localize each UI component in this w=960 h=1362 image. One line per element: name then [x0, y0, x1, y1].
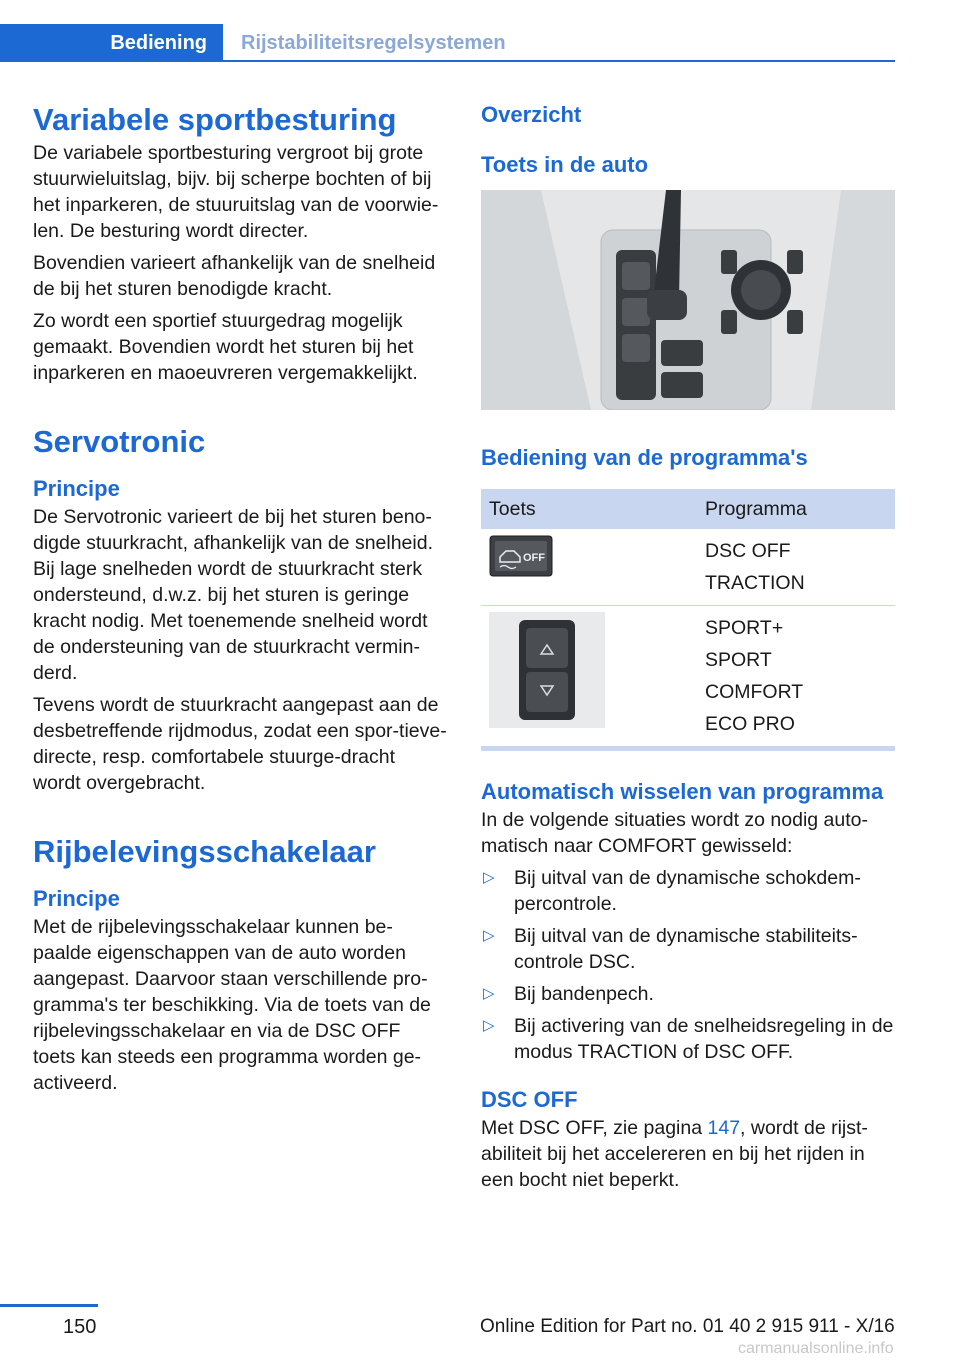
heading-rijbelevingsschakelaar: Rijbelevingsschakelaar [33, 834, 376, 869]
right-column [481, 100, 895, 1199]
paragraph: Zo wordt een sportief stuurgedrag mogelijk gemaakt. Bovendien wordt het sturen bij het inparkeren en maoeuvreren vergemakkelijkt. [33, 310, 418, 384]
paragraph [481, 1115, 895, 1193]
spacer [33, 872, 448, 884]
program-label: SPORT+ [705, 617, 784, 639]
list-item-text: Bij uitval van de dynamische schokdem-percontrole. [514, 867, 861, 915]
list-item [481, 865, 895, 917]
spacer [481, 1071, 895, 1085]
spacer [481, 751, 895, 777]
list-item-text: Bij uitval van de dynamische stabiliteits-controle DSC. [514, 925, 858, 973]
dsc-off-key-label: OFF [523, 552, 545, 564]
center-console-photo [481, 190, 895, 410]
bullet-list [481, 865, 895, 1065]
heading-principe: Principe [33, 476, 120, 501]
heading-variabele-sportbesturing: Variabele sportbesturing [33, 102, 397, 137]
list-item [481, 981, 895, 1007]
page-link[interactable]: 147 [707, 1117, 741, 1139]
edition-info: Online Edition for Part no. 01 40 2 915 911 - X/16 [480, 1316, 895, 1337]
page-header [0, 24, 895, 62]
table-row [481, 606, 895, 747]
driving-dynamics-switch-icon [489, 612, 605, 728]
paragraph-text: Met DSC OFF, zie pagina [481, 1117, 708, 1139]
triangle-bullet-icon: ▷ [483, 1017, 495, 1034]
program-table [481, 489, 895, 747]
heading-toets-in-de-auto: Toets in de auto [481, 152, 649, 177]
heading-dsc-off: DSC OFF [481, 1087, 578, 1112]
watermark: carmanualsonline.info [738, 1340, 894, 1357]
table-row [481, 529, 895, 606]
column-header-programma: Programma [697, 489, 895, 529]
program-label: COMFORT [705, 681, 804, 703]
spacer [33, 802, 448, 832]
table-cell-programs [697, 606, 895, 747]
paragraph: De Servotronic varieert de bij het sturen beno-digde stuurkracht, afhankelijk van de snelheid. Bij lage snelheden wordt de stuurkracht sterk ondersteund, d.w.z. bij het sturen is geringe kracht nodig. Met toenemende snelheid wordt de ondersteuning van de stuurkracht vermin-derd. [33, 506, 433, 684]
list-item-text: Bij activering van de snelheidsregeling in de modus TRACTION of DSC OFF. [514, 1015, 894, 1063]
program-label: SPORT [705, 649, 772, 671]
list-item-text: Bij bandenpech. [514, 983, 654, 1005]
heading-bediening-programmas: Bediening van de programma's [481, 445, 808, 470]
triangle-bullet-icon: ▷ [483, 927, 495, 944]
heading-principe: Principe [33, 886, 120, 911]
section-tab[interactable]: Rijstabiliteitsregelsystemen [241, 31, 506, 54]
heading-automatisch-wisselen: Automatisch wisselen van programma [481, 779, 884, 804]
program-label: ECO PRO [705, 713, 795, 735]
table-cell-key [481, 606, 697, 747]
heading-servotronic: Servotronic [33, 424, 206, 459]
paragraph: In de volgende situaties wordt zo nodig auto-matisch naar COMFORT gewisseld: [481, 809, 869, 857]
header-rule [0, 60, 895, 62]
footer-rule [0, 1304, 98, 1307]
paragraph: Met de rijbelevingsschakelaar kunnen be-paalde eigenschappen van de auto worden aangepast. Daarvoor staan verschillende pro-gramma's ter beschikking. Via de toets van de rijbelevingsschakelaar en via de DSC OFF toets kan steeds een programma worden ge-activeerd. [33, 916, 431, 1094]
heading-overzicht: Overzicht [481, 102, 582, 127]
page-number: 150 [63, 1316, 97, 1338]
list-item [481, 1013, 895, 1065]
chapter-tab[interactable]: Bediening [0, 24, 223, 62]
triangle-bullet-icon: ▷ [483, 869, 495, 886]
program-label: TRACTION [705, 572, 805, 594]
dsc-off-button-icon [489, 535, 553, 577]
paragraph: Tevens wordt de stuurkracht aangepast aan de desbetreffende rijdmodus, zodat een spor-tieve-directe, resp. comfortabele stuurge-dracht wordt overgebracht. [33, 694, 447, 794]
paragraph-text: , wordt de rijst-abiliteit bij het accelereren en bij het rijden in een bocht niet beperkt. [481, 1117, 868, 1191]
table-cell-key [481, 529, 697, 606]
paragraph: De variabele sportbesturing vergroot bij grote stuurwieluitslag, bijv. bij scherpe bochten of bij het inparkeren, de stuuruitslag van de voorwie-len. De besturing wordt directer. [33, 142, 439, 242]
list-item [481, 923, 895, 975]
column-header-toets: Toets [481, 489, 697, 529]
paragraph: Bovendien varieert afhankelijk van de snelheid de bij het sturen benodigde kracht. [33, 252, 436, 300]
spacer [33, 392, 448, 422]
spacer [33, 462, 448, 474]
triangle-bullet-icon: ▷ [483, 985, 495, 1002]
table-cell-programs [697, 529, 895, 606]
program-label: DSC OFF [705, 540, 791, 562]
left-column [33, 100, 448, 1102]
spacer [481, 415, 895, 443]
